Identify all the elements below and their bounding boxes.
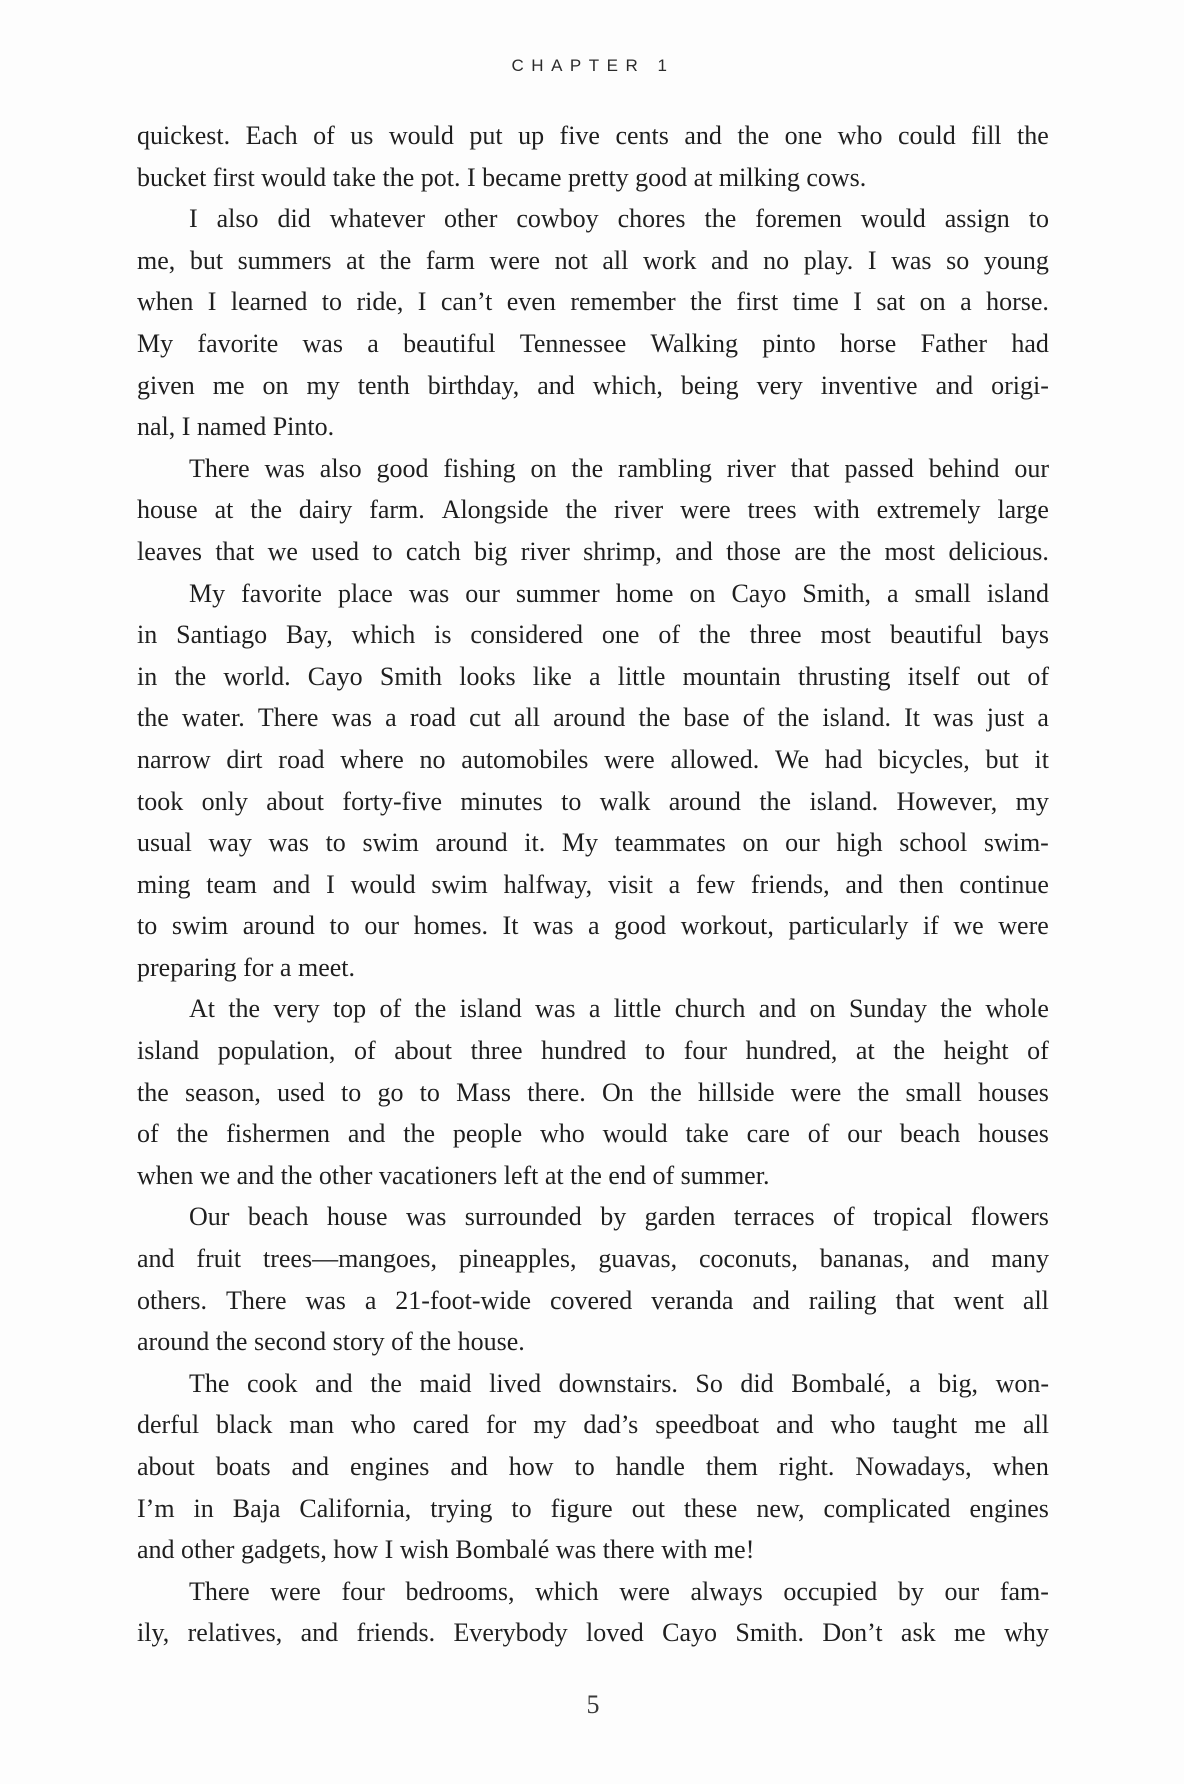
text-line: others. There was a 21-foot-wide covered veranda and railing that went all: [137, 1285, 1049, 1315]
text-line: My favorite place was our summer home on Cayo Smith, a small island: [189, 578, 1049, 608]
text-line: Our beach house was surrounded by garden terraces of tropical flowers: [189, 1202, 1049, 1232]
text-line: derful black man who cared for my dad’s speedboat and who taught me all: [137, 1410, 1049, 1440]
text-line: usual way was to swim around it. My teammates on our high school swim-: [137, 828, 1049, 858]
text-line: nal, I named Pinto.: [137, 412, 335, 442]
text-line: quickest. Each of us would put up five cents and the one who could fill the: [137, 121, 1049, 150]
text-line: and fruit trees—mangoes, pineapples, guavas, coconuts, bananas, and many: [137, 1244, 1049, 1274]
text-line: the water. There was a road cut all around the base of the island. It was just a: [137, 703, 1049, 733]
text-line: about boats and engines and how to handle them right. Nowadays, when: [137, 1452, 1049, 1481]
text-line: in Santiago Bay, which is considered one of the three most beautiful bays: [137, 620, 1049, 650]
text-line: I also did whatever other cowboy chores the foremen would assign to: [189, 204, 1049, 234]
text-line: when we and the other vacationers left at the end of summer.: [137, 1160, 770, 1190]
body-text: [137, 115, 1049, 1654]
text-line: to swim around to our homes. It was a good workout, particularly if we were: [137, 911, 1049, 941]
text-line: me, but summers at the farm were not all work and no play. I was so young: [137, 245, 1049, 275]
text-line: of the fishermen and the people who would take care of our beach houses: [137, 1119, 1049, 1149]
page-number: 5: [586, 1690, 600, 1719]
text-line: island population, of about three hundred to four hundred, at the height of: [137, 1036, 1049, 1066]
text-line: bucket first would take the pot. I became pretty good at milking cows.: [137, 162, 867, 192]
text-line: At the very top of the island was a little church and on Sunday the whole: [189, 994, 1049, 1024]
text-line: around the second story of the house.: [137, 1327, 525, 1357]
text-line: There were four bedrooms, which were always occupied by our fam-: [189, 1576, 1049, 1606]
text-line: I’m in Baja California, trying to figure out these new, complicated engines: [137, 1493, 1049, 1523]
text-line: took only about forty-five minutes to walk around the island. However, my: [137, 786, 1049, 816]
text-line: house at the dairy farm. Alongside the river were trees with extremely large: [137, 495, 1049, 525]
text-line: The cook and the maid lived downstairs. So did Bombalé, a big, won-: [189, 1368, 1049, 1398]
text-line: There was also good fishing on the rambling river that passed behind our: [189, 453, 1049, 483]
text-line: preparing for a meet.: [137, 952, 356, 982]
text-line: and other gadgets, how I wish Bombalé was there with me!: [137, 1535, 755, 1565]
text-line: ming team and I would swim halfway, visit a few friends, and then continue: [137, 869, 1049, 899]
text-line: when I learned to ride, I can’t even remember the first time I sat on a horse.: [137, 287, 1049, 317]
text-line: leaves that we used to catch big river shrimp, and those are the most delicious.: [137, 536, 1049, 566]
text-line: in the world. Cayo Smith looks like a little mountain thrusting itself out of: [137, 661, 1049, 691]
text-line: narrow dirt road where no automobiles were allowed. We had bicycles, but it: [137, 744, 1049, 774]
text-line: the season, used to go to Mass there. On the hillside were the small houses: [137, 1077, 1049, 1107]
text-line: given me on my tenth birthday, and which, being very inventive and origi-: [137, 370, 1049, 400]
text-line: ily, relatives, and friends. Everybody loved Cayo Smith. Don’t ask me why: [137, 1618, 1049, 1648]
text-line: My favorite was a beautiful Tennessee Walking pinto horse Father had: [137, 328, 1049, 358]
chapter-header: CHAPTER 1: [511, 56, 675, 75]
